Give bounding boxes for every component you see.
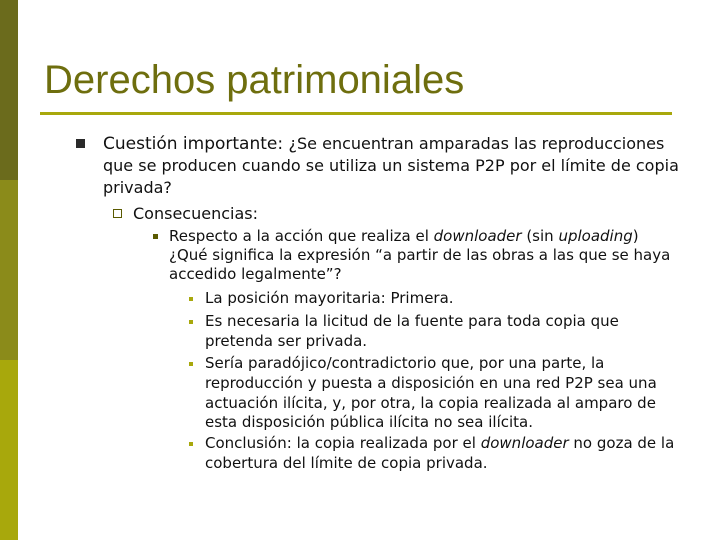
slide-title: Derechos patrimoniales	[44, 58, 465, 102]
hollow-square-bullet-icon	[113, 209, 122, 218]
square-bullet-icon	[76, 139, 85, 148]
sub-point-2	[205, 312, 675, 352]
point-lead: Cuestión importante:	[103, 134, 284, 154]
main-bullet-point	[103, 133, 683, 199]
sub-point-4-term: downloader	[480, 434, 569, 452]
detail-mid: (sin	[521, 227, 559, 245]
detail-term-uploading: uploading	[558, 227, 633, 245]
small-square-bullet-icon	[153, 234, 158, 239]
sidebar-stripe-bottom	[0, 360, 18, 540]
point-question: ¿Se encuentran amparadas las reproducciones que se producen cuando se utiliza un sistema P2P por el límite de copia privada?	[103, 134, 679, 197]
sub-point-3-text: Sería paradójico/contradictorio que, por una parte, la reproducción y puesta a disposición en una red P2P sea una actuación ilícita, y, por otra, la copia realizada al amparo de esta disposición pública ilícita no sea ilícita.	[205, 354, 657, 432]
tiny-square-bullet-icon	[189, 320, 193, 324]
detail-pre: Respecto a la acción que realiza el	[169, 227, 434, 245]
sub-point-3	[205, 354, 675, 433]
sub-point-4-post: no goza de la cobertura del límite de copia privada.	[205, 434, 675, 472]
sidebar-stripe-middle	[0, 180, 18, 360]
sub-bullet-point	[133, 203, 673, 225]
sub-label: Consecuencias:	[133, 204, 258, 223]
detail-bullet-point	[169, 227, 679, 284]
sub-point-1	[205, 289, 675, 309]
tiny-square-bullet-icon	[189, 442, 193, 446]
sub-point-4	[205, 434, 675, 474]
sub-point-2-text: Es necesaria la licitud de la fuente para toda copia que pretenda ser privada.	[205, 312, 619, 350]
tiny-square-bullet-icon	[189, 362, 193, 366]
title-underline	[40, 112, 672, 115]
sub-point-1-text: La posición mayoritaria: Primera.	[205, 289, 454, 307]
tiny-square-bullet-icon	[189, 297, 193, 301]
sidebar-stripe-top	[0, 0, 18, 180]
detail-term-downloader: downloader	[433, 227, 522, 245]
detail-post: ) ¿Qué significa la expresión “a partir de las obras a las que se haya accedido legalmente”?	[169, 227, 671, 283]
sub-point-4-pre: Conclusión: la copia realizada por el	[205, 434, 481, 452]
